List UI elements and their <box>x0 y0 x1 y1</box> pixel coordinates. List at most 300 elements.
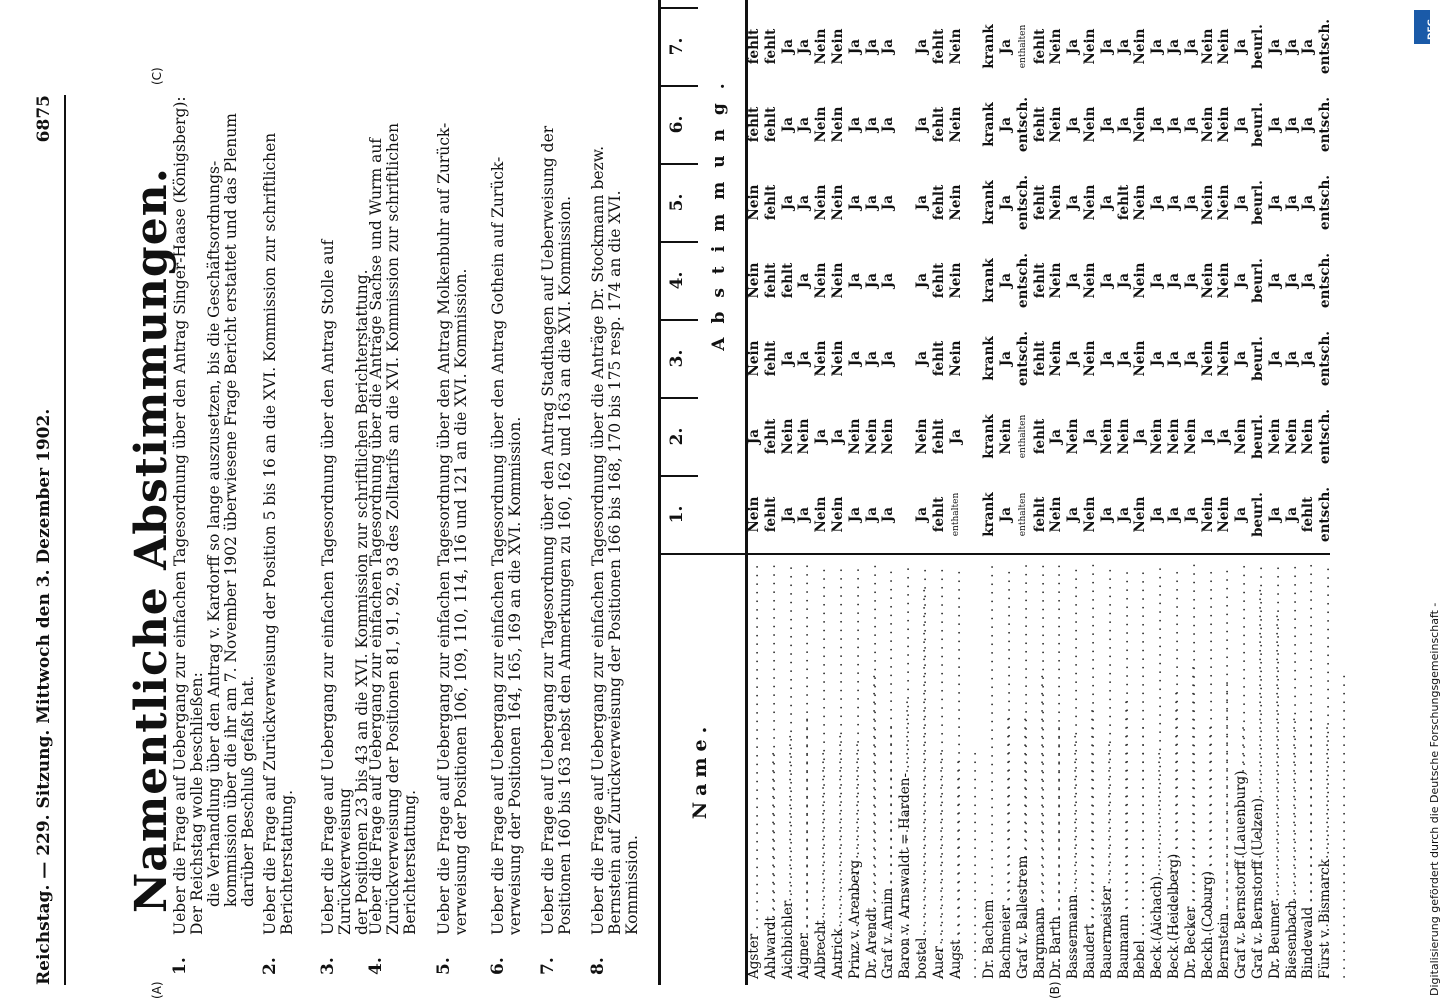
vote-cell: Nein <box>1283 418 1300 455</box>
vote-cell: Nein <box>1132 496 1149 533</box>
vote-cell <box>880 0 896 7</box>
vote-cell: Ja <box>1182 116 1199 133</box>
table-row <box>1032 0 1048 985</box>
vote-cell: Ja <box>1233 194 1250 211</box>
table-row <box>1200 0 1216 985</box>
table-row <box>1116 0 1132 985</box>
vote-cell: Ja <box>1300 272 1317 289</box>
column-rule <box>658 398 698 400</box>
vote-cell: fehlt <box>762 418 779 455</box>
member-name: Bebel . . . <box>1132 563 1164 979</box>
vote-cell: Ja <box>1266 506 1283 523</box>
vote-cell: Nein <box>813 496 830 533</box>
vote-cell: Ja <box>796 350 813 367</box>
running-header <box>34 95 60 985</box>
vote-cell: Nein <box>813 262 830 299</box>
vote-cell <box>1032 0 1048 7</box>
member-name: Dr. Arendt . . . <box>864 563 896 979</box>
table-row <box>1317 0 1333 985</box>
vote-cell: Nein <box>1048 262 1065 299</box>
vote-cell: Nein <box>1082 496 1098 533</box>
credit-strip <box>1412 4 1441 996</box>
member-name: Bargmann . . . <box>1032 563 1064 979</box>
vote-cell: Ja <box>813 428 830 445</box>
vote-cell: Ja <box>863 506 880 523</box>
column-rule <box>658 86 698 88</box>
vote-cell: Nein <box>1216 28 1233 65</box>
question-line: Ueber die Frage auf Uebergang zur einfachen Tagesordnung über die Anträge Dr. Stockmann bezw. <box>589 145 607 935</box>
question-line: Ueber die Frage auf Zurückverweisung der Position 5 bis 16 an die XVI. Kommission zur schriftlichen <box>261 132 279 935</box>
vote-cell: Nein <box>830 184 846 221</box>
vote-cell: Ja <box>830 428 846 445</box>
member-name: Bernstein . . . <box>1216 563 1248 979</box>
question-line: Berichterstattung. <box>278 789 296 935</box>
vote-cell: Nein <box>1216 496 1233 533</box>
vote-cell: krank <box>981 24 998 69</box>
vote-cell: Nein <box>1199 184 1216 221</box>
vote-cell: Ja <box>779 194 796 211</box>
vote-cell: Ja <box>1098 350 1115 367</box>
question-line: verweisung der Positionen 106, 109, 110, 114, 116 und 121 an die XVI. Kommission. <box>452 268 470 935</box>
member-name: Graf v. Bernstorff (Lauenburg) . . . <box>1233 563 1265 979</box>
vote-cell: Nein <box>846 418 863 455</box>
member-name: Dr. Beumer . . . <box>1267 563 1299 979</box>
vote-cell: Ja <box>779 350 796 367</box>
question-number: 3. <box>318 957 338 975</box>
table-row <box>1267 0 1283 985</box>
vote-cell: Ja <box>947 428 964 445</box>
vote-cell: Ja <box>779 38 796 55</box>
question-line: Bernstein auf Zurückverweisung der Positionen 166 bis 168, 170 bis 175 resp. 174 an die XVI. Kommission. <box>606 190 641 935</box>
vote-cell: fehlt <box>779 262 796 299</box>
table-row <box>1048 0 1064 985</box>
vote-cell: Nein <box>880 418 897 455</box>
vote-cell: Nein <box>1216 262 1233 299</box>
vote-cell: Ja <box>1233 506 1250 523</box>
table-row <box>1284 0 1300 985</box>
column-number <box>667 0 687 7</box>
vote-cell: Ja <box>863 272 880 289</box>
member-name: Albrecht . . . <box>813 563 845 979</box>
rotated-content <box>30 19 1390 999</box>
vote-cell: krank <box>981 414 998 459</box>
vote-cell: Ja <box>746 428 762 445</box>
vote-cell: beurl. <box>1250 258 1266 303</box>
table-row <box>948 0 964 985</box>
member-name: Beck (Heidelberg) . . . <box>1166 563 1198 979</box>
vote-cell: Ja <box>1182 350 1199 367</box>
vote-cell: Nein <box>998 418 1014 455</box>
vote-cell <box>1015 0 1031 7</box>
vote-cell <box>847 0 863 7</box>
column-rule <box>658 164 698 166</box>
vote-cell: Nein <box>1300 418 1317 455</box>
vote-cell: Ja <box>779 116 796 133</box>
vote-cell: Ja <box>796 194 813 211</box>
vote-cell: Ja <box>914 506 930 523</box>
vote-cell <box>1183 0 1199 7</box>
member-name: Dr. Bachem . . . <box>981 563 1013 979</box>
vote-cell <box>813 0 829 7</box>
vote-cell: Ja <box>1065 350 1082 367</box>
table-row <box>914 0 930 985</box>
vote-cell: Nein <box>830 28 846 65</box>
question-number: 6. <box>488 957 508 975</box>
question-number: 8. <box>588 957 608 975</box>
vote-cell: Ja <box>1115 38 1132 55</box>
member-name: Baron v. Arnswaldt = Harden- . . . <box>897 563 929 979</box>
vote-group-header: Abstimmung. <box>709 69 729 351</box>
vote-cell: Nein <box>1115 418 1132 455</box>
vote-cell <box>763 0 779 7</box>
vote-cell: enthalten <box>1017 414 1028 459</box>
vote-cell: Nein <box>1048 28 1065 65</box>
vote-cell: fehlt <box>1031 418 1048 455</box>
vote-cell <box>1116 0 1132 7</box>
question-4 <box>366 95 419 975</box>
vote-cell <box>1267 0 1283 7</box>
table-row <box>1132 0 1148 985</box>
question-line: Positionen 160 bis 163 nebst den Anmerkungen zu 160, 162 und 163 an die XVI. Kommission. <box>556 195 574 935</box>
question-2 <box>260 95 296 975</box>
vote-cell: Ja <box>1166 38 1182 55</box>
member-name: Antrick . . . <box>830 563 862 979</box>
vote-cell: fehlt <box>762 106 779 143</box>
table-row <box>847 0 863 985</box>
vote-cell: Nein <box>1182 418 1199 455</box>
vote-cell <box>1099 0 1115 7</box>
table-row <box>1082 0 1098 985</box>
member-name: Bindewald . . . <box>1300 563 1332 979</box>
question-line: verweisung der Positionen 164, 165, 169 an die XVI. Kommission. <box>506 416 524 935</box>
member-name: Beck (Aichach) . . . <box>1149 563 1181 979</box>
vote-cell: Nein <box>947 340 964 377</box>
vote-cell: Nein <box>1048 106 1065 143</box>
vote-cell <box>746 0 762 7</box>
vote-cell: fehlt <box>930 262 947 299</box>
vote-cell: Nein <box>813 106 830 143</box>
table-row <box>897 0 913 985</box>
vote-cell: Ja <box>1266 272 1283 289</box>
member-name: Dr. Barth . . . <box>1048 563 1080 979</box>
question-number: 5. <box>434 957 454 975</box>
vote-cell: Nein <box>1132 340 1149 377</box>
vote-cell: entsch. <box>1317 409 1334 464</box>
vote-cell: Ja <box>1098 194 1115 211</box>
question-number: 1. <box>170 957 190 975</box>
member-name: Baudert . . . <box>1082 563 1114 979</box>
vote-cell: enthalten <box>1017 492 1028 537</box>
margin-mark-c: (C) <box>150 67 164 85</box>
vote-cell: Nein <box>746 496 762 533</box>
vote-cell: Ja <box>914 116 930 133</box>
vote-cell: Ja <box>914 272 930 289</box>
member-name: Aichbichler . . . <box>780 563 812 979</box>
table-row <box>1149 0 1165 985</box>
vote-cell: Ja <box>1166 194 1182 211</box>
vote-cell: fehlt <box>762 340 779 377</box>
vote-cell: Nein <box>746 262 762 299</box>
vote-cell: Nein <box>813 28 830 65</box>
member-name: Aigner . . . <box>796 563 828 979</box>
vote-cell: entsch. <box>1317 19 1334 74</box>
vote-cell: fehlt <box>1031 106 1048 143</box>
vote-cell: Ja <box>880 38 897 55</box>
vote-cell: Ja <box>779 506 796 523</box>
vote-cell: Nein <box>947 106 964 143</box>
vote-cell: Ja <box>1149 272 1166 289</box>
vote-cell: Ja <box>998 194 1014 211</box>
vote-cell: Ja <box>1149 116 1166 133</box>
vote-cell: fehlt <box>1031 340 1048 377</box>
vote-cell: Ja <box>1266 38 1283 55</box>
vote-cell: Ja <box>863 116 880 133</box>
vote-cell: Nein <box>830 106 846 143</box>
vote-cell: Ja <box>880 272 897 289</box>
member-name: Augst . . . <box>948 563 980 979</box>
question-number: 4. <box>366 957 386 975</box>
member-name: Baumann . . . <box>1116 563 1148 979</box>
vote-cell <box>948 0 964 7</box>
vote-cell: Ja <box>1266 194 1283 211</box>
vote-cell: Ja <box>1283 116 1300 133</box>
question-line: Ueber die Frage auf Uebergang zur Tagesordnung über den Antrag Stadthagen auf Ueberweisung der <box>539 125 557 935</box>
question-line: der Positionen 23 bis 43 an die XVI. Kommission zur schriftlichen Berichterstattung. <box>353 269 371 935</box>
vote-cell: Ja <box>1266 350 1283 367</box>
question-line-indented: die Verhandlung über den Antrag v. Kardorff so lange auszusetzen, bis die Geschäftsordnungs- <box>205 160 223 907</box>
member-name: Bassermann . . . <box>1065 563 1097 979</box>
member-name: Auer . . . <box>931 563 963 979</box>
vote-cell: Ja <box>1199 428 1216 445</box>
question-line: Zurückverweisung der Positionen 81, 91, 92, 93 des Zolltarifs an die XVI. Kommission zur schriftlichen <box>384 122 402 935</box>
vote-cell: Nein <box>1048 496 1065 533</box>
vote-cell: Nein <box>914 418 930 455</box>
vote-cell: Ja <box>1182 194 1199 211</box>
vote-cell: Ja <box>1300 116 1317 133</box>
vote-cell: Ja <box>1300 194 1317 211</box>
vote-cell: Nein <box>1199 28 1216 65</box>
member-name: Beckh (Coburg) . . . <box>1200 563 1232 979</box>
member-name: Biesenbach . . . <box>1284 563 1316 979</box>
vote-cell: Ja <box>880 194 897 211</box>
vote-cell: Nein <box>830 496 846 533</box>
table-header <box>658 0 748 985</box>
vote-cell: beurl. <box>1250 492 1266 537</box>
vote-cell <box>981 0 997 7</box>
vote-cell: fehlt <box>1031 496 1048 533</box>
vote-cell: Nein <box>1199 106 1216 143</box>
column-number: 5. <box>667 193 687 212</box>
vote-cell: Ja <box>1182 272 1199 289</box>
question-line: Ueber die Frage auf Uebergang zur einfachen Tagesordnung über den Antrag Gothein auf Zurück- <box>489 156 507 935</box>
question-5 <box>434 95 470 975</box>
vote-cell: Nein <box>1098 418 1115 455</box>
vote-cell: Ja <box>1098 272 1115 289</box>
vote-cell: beurl. <box>1250 24 1266 69</box>
vote-cell: Ja <box>863 350 880 367</box>
vote-cell: Ja <box>1300 350 1317 367</box>
vote-cell: Nein <box>1082 262 1098 299</box>
vote-cell: Ja <box>1098 506 1115 523</box>
vote-cell: Ja <box>1065 38 1082 55</box>
column-rule <box>658 476 698 478</box>
vote-cell: Nein <box>813 184 830 221</box>
vote-cell: enthalten <box>950 492 961 537</box>
column-number: 7. <box>667 37 687 56</box>
vote-cell: entsch. <box>1317 331 1334 386</box>
question-7 <box>538 95 574 975</box>
vote-cell: Ja <box>1082 428 1098 445</box>
member-name: Ahlwardt . . . <box>763 563 795 979</box>
vote-cell: beurl. <box>1250 180 1266 225</box>
vote-cell: Ja <box>998 506 1014 523</box>
vote-cell: fehlt <box>762 184 779 221</box>
vote-cell: Ja <box>1115 272 1132 289</box>
vote-cell <box>1082 0 1098 7</box>
vote-cell: Ja <box>796 272 813 289</box>
vote-cell: Ja <box>880 116 897 133</box>
vote-cell: fehlt <box>1300 496 1317 533</box>
member-name: Bauermeister . . . <box>1099 563 1131 979</box>
vote-cell: entsch. <box>1014 97 1031 152</box>
member-name: Prinz v. Arenberg . . . <box>847 563 879 979</box>
vote-cell: krank <box>981 180 998 225</box>
column-number: 1. <box>667 505 687 524</box>
vote-cell: Nein <box>1166 418 1182 455</box>
vote-cell: Ja <box>1115 350 1132 367</box>
table-row <box>998 0 1014 985</box>
vote-cell: beurl. <box>1250 414 1266 459</box>
dfg-logo: DFG <box>1414 10 1430 44</box>
question-line: Ueber die Frage auf Uebergang zur einfachen Tagesordnung über den Antrag Stolle auf Zurückverweisung <box>319 239 354 935</box>
vote-cell: Ja <box>1233 272 1250 289</box>
vote-cell: Ja <box>1048 428 1065 445</box>
vote-cell: Ja <box>1166 272 1182 289</box>
vote-cell: Ja <box>1132 428 1149 445</box>
vote-cell: Nein <box>830 340 846 377</box>
vote-cell: Ja <box>1233 350 1250 367</box>
vote-cell: fehlt <box>1115 184 1132 221</box>
question-line: Berichterstattung. <box>401 789 419 935</box>
vote-cell <box>864 0 880 7</box>
table-row <box>931 0 947 985</box>
vote-cell: Nein <box>1216 106 1233 143</box>
vote-cell <box>1048 0 1064 7</box>
vote-cell: Ja <box>1065 506 1082 523</box>
member-name: bostel . . . <box>914 563 946 979</box>
vote-cell <box>830 0 846 7</box>
vote-cell: entsch. <box>1014 253 1031 308</box>
vote-cell: Nein <box>779 418 796 455</box>
member-name: Graf v. Ballestrem . . . <box>1015 563 1047 979</box>
page-number: 6875 <box>34 95 54 143</box>
vote-cell: Ja <box>846 194 863 211</box>
member-name: Bachmeier . . . <box>998 563 1030 979</box>
table-row <box>796 0 812 985</box>
vote-cell: Ja <box>1216 428 1233 445</box>
vote-cell: Ja <box>1149 506 1166 523</box>
table-row <box>1216 0 1232 985</box>
table-row <box>981 0 997 985</box>
table-row <box>813 0 829 985</box>
question-line-indented: kommission über die ihr am 7. November 1902 überwiesene Frage Bericht erstattet und das Plenum <box>222 113 240 907</box>
vote-cell <box>1216 0 1232 7</box>
vote-cell <box>780 0 796 7</box>
vote-cell: Ja <box>796 38 813 55</box>
vote-cell: fehlt <box>762 262 779 299</box>
margin-mark-b: (B) <box>1048 981 1062 999</box>
table-row <box>830 0 846 985</box>
vote-cell: fehlt <box>930 28 947 65</box>
vote-cell <box>1149 0 1165 7</box>
vote-cell: Ja <box>863 194 880 211</box>
vote-cell: entsch. <box>1317 175 1334 230</box>
vote-cell: Nein <box>1233 418 1250 455</box>
question-number: 2. <box>260 957 280 975</box>
member-name: Graf v. Arnim . . . <box>880 563 912 979</box>
vote-cell: krank <box>981 258 998 303</box>
table-row <box>1183 0 1199 985</box>
vote-cell <box>1317 0 1333 7</box>
vote-cell: Ja <box>1283 506 1300 523</box>
vote-cell <box>1166 0 1182 7</box>
vote-cell <box>998 0 1014 7</box>
vote-cell: Ja <box>846 506 863 523</box>
vote-cell: Nein <box>947 28 964 65</box>
vote-cell <box>1065 0 1081 7</box>
question-3 <box>318 95 371 975</box>
vote-cell: Nein <box>1266 418 1283 455</box>
vote-cell <box>1233 0 1249 7</box>
vote-cell: Ja <box>1149 350 1166 367</box>
vote-cell: fehlt <box>930 106 947 143</box>
vote-cell: Ja <box>1149 194 1166 211</box>
vote-cell: Ja <box>880 506 897 523</box>
vote-cell: Nein <box>830 262 846 299</box>
vote-cell: Nein <box>1216 184 1233 221</box>
vote-cell: fehlt <box>930 184 947 221</box>
vote-cell: Nein <box>1149 418 1166 455</box>
vote-cell: Ja <box>796 506 813 523</box>
question-line: Der Reichstag wolle beschließen: <box>188 672 206 935</box>
vote-cell: krank <box>981 492 998 537</box>
vote-cell: Nein <box>1048 340 1065 377</box>
vote-cell: Ja <box>1182 38 1199 55</box>
member-name: Fürst v. Bismarck . . . <box>1317 563 1349 979</box>
header-left: Reichstag. — 229. Sitzung. Mittwoch den 3. Dezember 1902. <box>34 408 54 985</box>
vote-cell: Nein <box>1082 184 1098 221</box>
table-row <box>1166 0 1182 985</box>
vote-cell: Ja <box>1166 116 1182 133</box>
vote-cell: Nein <box>1199 340 1216 377</box>
vote-cell: Ja <box>796 116 813 133</box>
vote-cell: Nein <box>1132 106 1149 143</box>
vote-cell: Ja <box>1266 116 1283 133</box>
table-row <box>1065 0 1081 985</box>
member-name: Dr. Becker . . . <box>1183 563 1215 979</box>
vote-cell: enthalten <box>1017 24 1028 69</box>
vote-cell: Nein <box>746 184 762 221</box>
column-rule <box>658 8 698 10</box>
vote-cell: Nein <box>947 262 964 299</box>
vote-cell: Ja <box>1300 38 1317 55</box>
table-row <box>1250 0 1266 985</box>
vote-cell: Ja <box>1283 350 1300 367</box>
table-row <box>1015 0 1031 985</box>
vote-cell: Nein <box>947 184 964 221</box>
vote-cell: fehlt <box>746 28 762 65</box>
table-row <box>964 0 980 985</box>
